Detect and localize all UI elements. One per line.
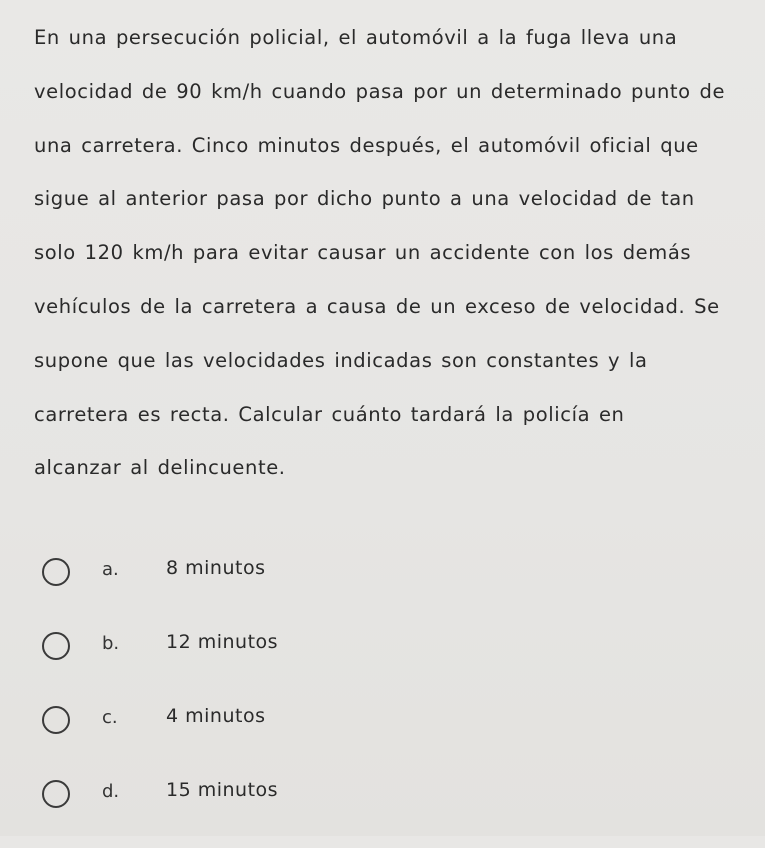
option-a-letter: a.	[102, 559, 119, 580]
option-a[interactable]	[42, 552, 642, 626]
option-b[interactable]	[42, 626, 642, 700]
question-line: vehículos de la carretera a causa de un exceso de velocidad. Se	[34, 294, 720, 318]
question-line: solo 120 km/h para evitar causar un accidente con los demás	[34, 241, 692, 265]
option-d[interactable]	[42, 774, 642, 848]
option-b-letter: b.	[102, 633, 120, 654]
option-c-letter: c.	[102, 707, 118, 728]
option-c[interactable]	[42, 700, 642, 774]
answer-options	[42, 552, 642, 848]
option-d-text: 15 minutos	[166, 779, 279, 801]
option-b-radio[interactable]	[42, 632, 70, 660]
option-b-text: 12 minutos	[166, 631, 279, 653]
question-line: una carretera. Cinco minutos después, el automóvil oficial que	[34, 133, 699, 157]
question-line: En una persecución policial, el automóvil a la fuga lleva una	[34, 26, 678, 49]
question-line: alcanzar al delincuente.	[34, 456, 286, 480]
option-d-letter: d.	[102, 781, 120, 802]
question-text	[34, 18, 749, 502]
question-line: sigue al anterior pasa por dicho punto a una velocidad de tan	[34, 187, 695, 211]
question-line: velocidad de 90 km/h cuando pasa por un determinado punto de	[34, 79, 726, 103]
option-a-text: 8 minutos	[166, 557, 266, 579]
question-line: carretera es recta. Calcular cuánto tardará la policía en	[34, 402, 625, 426]
option-d-radio[interactable]	[42, 780, 70, 808]
option-c-radio[interactable]	[42, 706, 70, 734]
question-line: supone que las velocidades indicadas son constantes y la	[34, 348, 648, 372]
option-c-text: 4 minutos	[166, 705, 266, 727]
option-a-radio[interactable]	[42, 558, 70, 586]
